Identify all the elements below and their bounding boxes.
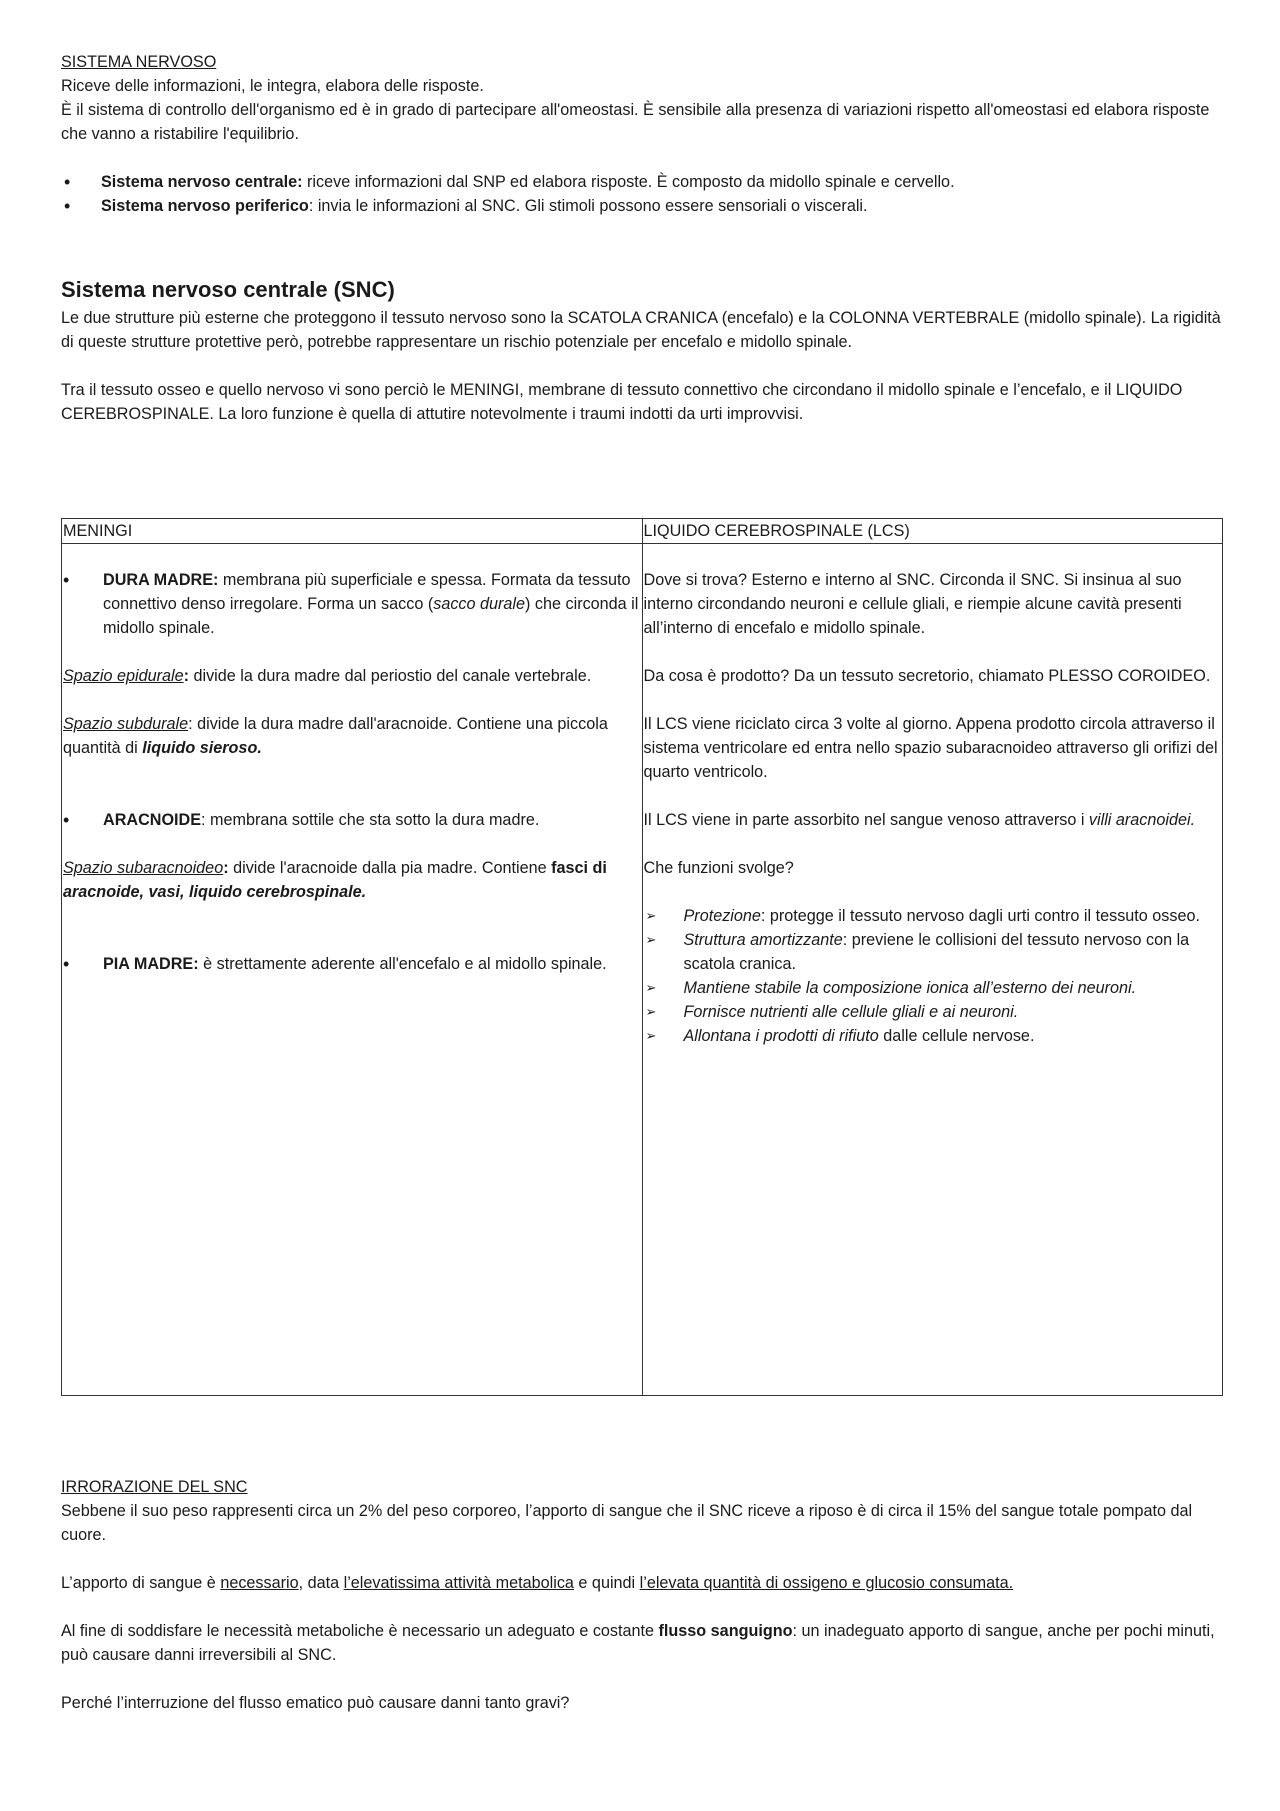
list-item-function: ➢ Fornisce nutrienti alle cellule gliali e ai neuroni.: [644, 1000, 1222, 1024]
intro-section: [61, 50, 1221, 426]
section-heading: Sistema nervoso centrale (SNC): [61, 277, 395, 302]
paragraph: Riceve delle informazioni, le integra, elabora delle risposte.: [61, 77, 484, 95]
paragraph: Il LCS viene in parte assorbito nel sangue venoso attraverso i villi aracnoidei.: [643, 811, 1196, 829]
table-header-lcs: LIQUIDO CEREBROSPINALE (LCS): [642, 519, 1223, 544]
spazio-subaracnoideo: Spazio subaracnoideo: divide l'aracnoide dalla pia madre. Contiene fasci di aracnoide, vasi, liquido cerebrospinale.: [63, 859, 607, 901]
list-item-function: ➢ Allontana i prodotti di rifiuto dalle cellule nervose.: [644, 1024, 1222, 1048]
irrorazione-section: [61, 1475, 1221, 1715]
paragraph: Le due strutture più esterne che proteggono il tessuto nervoso sono la SCATOLA CRANICA (encefalo) e la COLONNA VERTEBRALE (midollo spinale). La rigidità di queste strutture protettive però, potrebbe rappresentare un rischio potenziale per encefalo e midollo spinale.: [61, 309, 1221, 351]
lcs-cell: [642, 544, 1223, 1396]
table-header-meningi: MENINGI: [62, 519, 643, 544]
paragraph: È il sistema di controllo dell'organismo ed è in grado di partecipare all'omeostasi. È sensibile alla presenza di variazioni rispetto all'omeostasi ed elabora risposte che vanno a ristabilire l'equilibrio.: [61, 101, 1210, 143]
paragraph: L’apporto di sangue è necessario, data l’elevatissima attività metabolica e quindi l’elevata quantità di ossigeno e glucosio consumata.: [61, 1574, 1014, 1592]
list-item-function: ➢ Protezione: protegge il tessuto nervoso dagli urti contro il tessuto osseo.: [644, 904, 1222, 928]
comparison-table: [61, 518, 1223, 1396]
paragraph: Perché l’interruzione del flusso ematico può causare danni tanto gravi?: [61, 1694, 570, 1712]
paragraph: Tra il tessuto osseo e quello nervoso vi sono perciò le MENINGI, membrane di tessuto connettivo che circondano il midollo spinale e l’encefalo, e il LIQUIDO CEREBROSPINALE. La loro funzione è quella di attutire notevolmente i traumi indotti da urti improvvisi.: [61, 381, 1183, 423]
list-item-aracnoide: • ARACNOIDE: membrana sottile che sta sotto la dura madre.: [63, 808, 641, 832]
list-item: • Sistema nervoso centrale: riceve informazioni dal SNP ed elabora risposte. È composto da midollo spinale e cervello.: [61, 170, 1221, 194]
list-item-dura-madre: • DURA MADRE: membrana più superficiale e spessa. Formata da tessuto connettivo denso irregolare. Forma un sacco (sacco durale) che circonda il midollo spinale.: [63, 568, 641, 640]
section-title: SISTEMA NERVOSO: [61, 53, 217, 71]
paragraph: Il LCS viene riciclato circa 3 volte al giorno. Appena prodotto circola attraverso il sistema ventricolare ed entra nello spazio subaracnoideo attraverso gli orifizi del quarto ventricolo.: [643, 715, 1218, 781]
list-item-pia-madre: • PIA MADRE: è strettamente aderente all'encefalo e al midollo spinale.: [63, 952, 641, 976]
bullet-list: [61, 170, 1221, 218]
spazio-subdurale: Spazio subdurale: divide la dura madre dall'aracnoide. Contiene una piccola quantità di liquido sieroso.: [63, 715, 608, 757]
list-item: • Sistema nervoso periferico: invia le informazioni al SNC. Gli stimoli possono essere sensoriali o viscerali.: [61, 194, 1221, 218]
list-item-function: ➢ Struttura amortizzante: previene le collisioni del tessuto nervoso con la scatola cranica.: [644, 928, 1222, 976]
paragraph: Che funzioni svolge?: [643, 859, 794, 877]
list-item-function: ➢ Mantiene stabile la composizione ionica all’esterno dei neuroni.: [644, 976, 1222, 1000]
section-title: IRRORAZIONE DEL SNC: [61, 1478, 248, 1496]
paragraph: Da cosa è prodotto? Da un tessuto secretorio, chiamato PLESSO COROIDEO.: [643, 667, 1211, 685]
paragraph: Sebbene il suo peso rappresenti circa un 2% del peso corporeo, l’apporto di sangue che il SNC riceve a riposo è di circa il 15% del sangue totale pompato dal cuore.: [61, 1502, 1193, 1544]
spazio-epidurale: Spazio epidurale: divide la dura madre dal periostio del canale vertebrale.: [63, 667, 592, 685]
paragraph: Al fine di soddisfare le necessità metaboliche è necessario un adeguato e costante flusso sanguigno: un inadeguato apporto di sangue, anche per pochi minuti, può causare danni irreversibili al SNC.: [61, 1622, 1215, 1664]
paragraph: Dove si trova? Esterno e interno al SNC. Circonda il SNC. Si insinua al suo interno circondando neuroni e cellule gliali, e riempie alcune cavità presenti all’interno di encefalo e midollo spinale.: [643, 571, 1182, 637]
meningi-cell: [62, 544, 643, 1396]
